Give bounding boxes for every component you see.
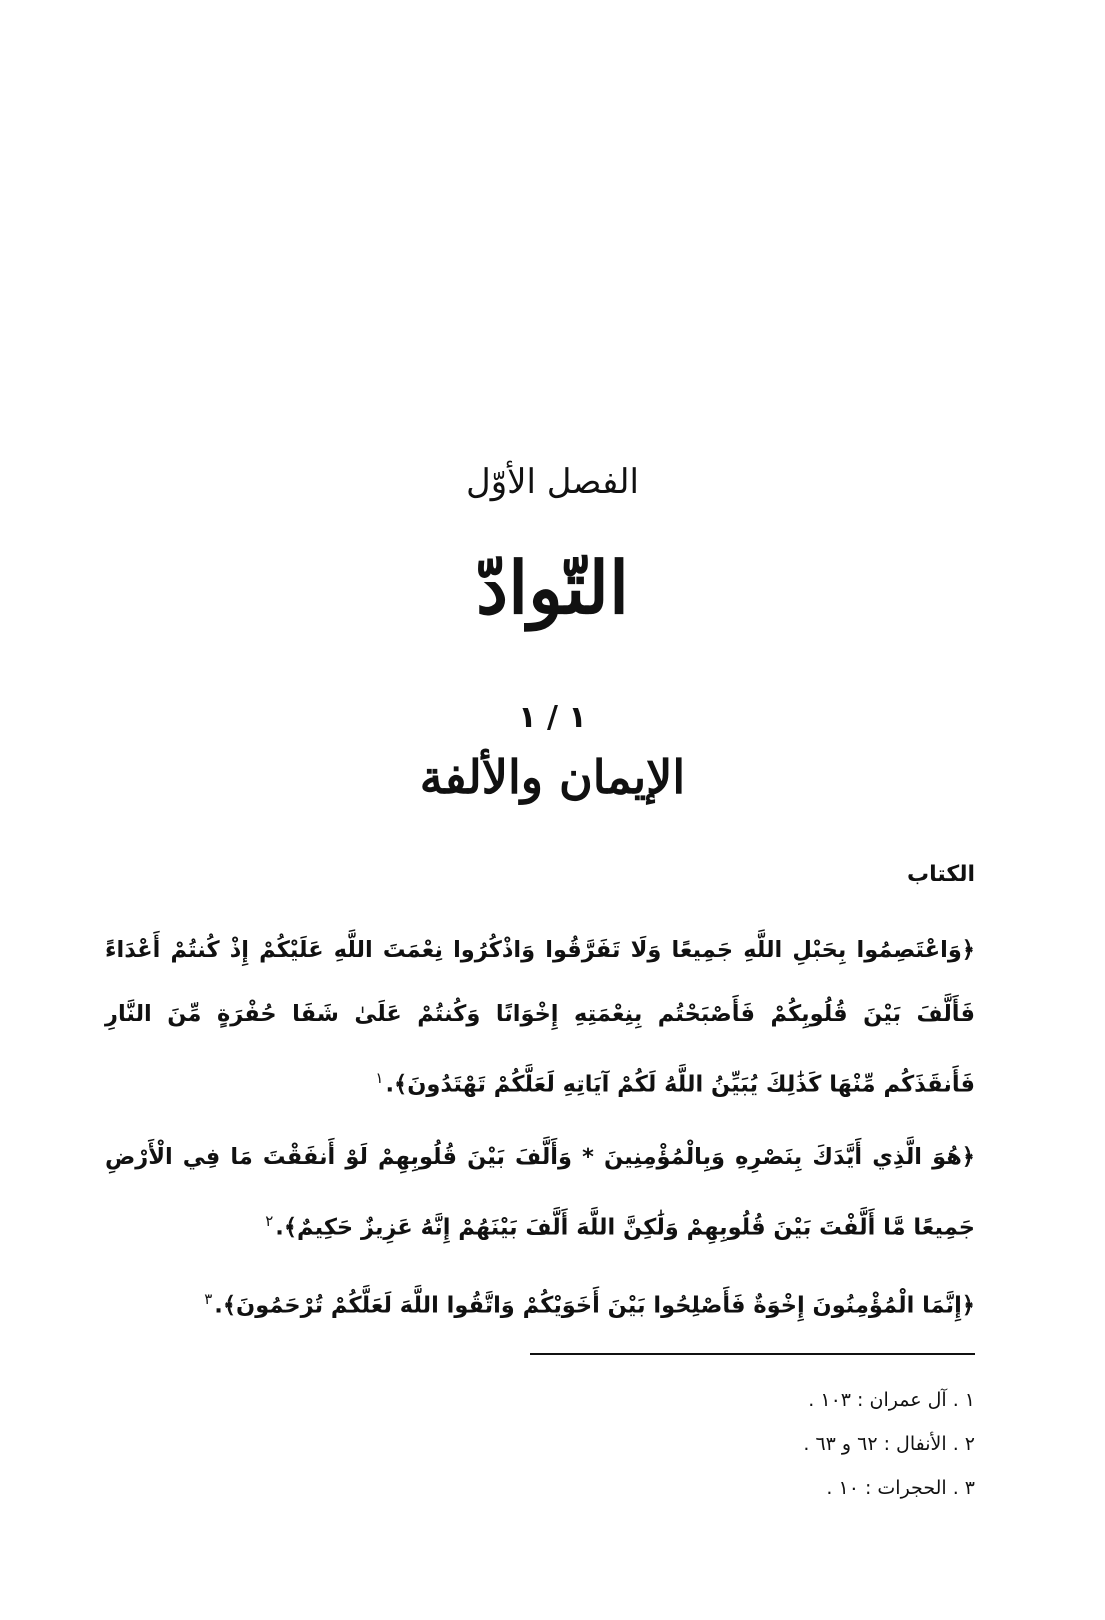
footnote-ref: ١ (375, 1069, 384, 1087)
verse-text: ﴿وَاعْتَصِمُوا بِحَبْلِ اللَّهِ جَمِيعًا وَلَا تَفَرَّقُوا وَاذْكُرُوا نِعْمَتَ اللَّهِ عَلَيْكُمْ إِذْ كُنتُمْ أَعْدَاءً فَأَلَّفَ بَيْنَ قُلُوبِكُمْ فَأَصْبَحْتُم بِنِعْمَتِهِ إِخْوَانًا وَكُنتُمْ عَلَىٰ شَفَا حُفْرَةٍ مِّنَ النَّارِ فَأَنقَذَكُم مِّنْهَا كَذَٰلِكَ يُبَيِّنُ اللَّهُ لَكُمْ آيَاتِهِ لَعَلَّكُمْ تَهْتَدُونَ﴾. (105, 937, 975, 1098)
verse-2 (105, 1125, 975, 1260)
footnote-ref: ٢ (265, 1211, 274, 1230)
verse-3 (105, 1267, 975, 1338)
footnote-1: ١ . آل عمران : ١٠٣ . (808, 1389, 975, 1411)
verse-text: ﴿هُوَ الَّذِي أَيَّدَكَ بِنَصْرِهِ وَبِالْمُؤْمِنِينَ * وَأَلَّفَ بَيْنَ قُلُوبِهِمْ لَوْ أَنفَقْتَ مَا فِي الْأَرْضِ جَمِيعًا مَّا أَلَّفْتَ بَيْنَ قُلُوبِهِمْ وَلَٰكِنَّ اللَّهَ أَلَّفَ بَيْنَهُمْ إِنَّهُ عَزِيزٌ حَكِيمٌ﴾. (105, 1143, 975, 1240)
footnote-list (530, 1378, 975, 1510)
footnote-ref: ٣ (204, 1290, 213, 1308)
footnote-divider (530, 1353, 975, 1355)
chapter-title: التّوادّ (476, 545, 629, 630)
section-title: الإيمان والألفة (419, 750, 686, 804)
subheading-book: الكتاب (907, 862, 975, 887)
verse-text: ﴿إِنَّمَا الْمُؤْمِنُونَ إِخْوَةٌ فَأَصْلِحُوا بَيْنَ أَخَوَيْكُمْ وَاتَّقُوا اللَّهَ لَعَلَّكُمْ تُرْحَمُونَ﴾. (214, 1292, 975, 1319)
chapter-label: الفصل الأوّل (465, 462, 639, 502)
footnote-2: ٢ . الأنفال : ٦٢ و ٦٣ . (803, 1433, 975, 1455)
verse-1 (105, 918, 975, 1117)
section-number: ١ / ١ (518, 700, 587, 735)
verse-list (105, 918, 975, 1346)
footnote-3: ٣ . الحجرات : ١٠ . (826, 1477, 975, 1499)
